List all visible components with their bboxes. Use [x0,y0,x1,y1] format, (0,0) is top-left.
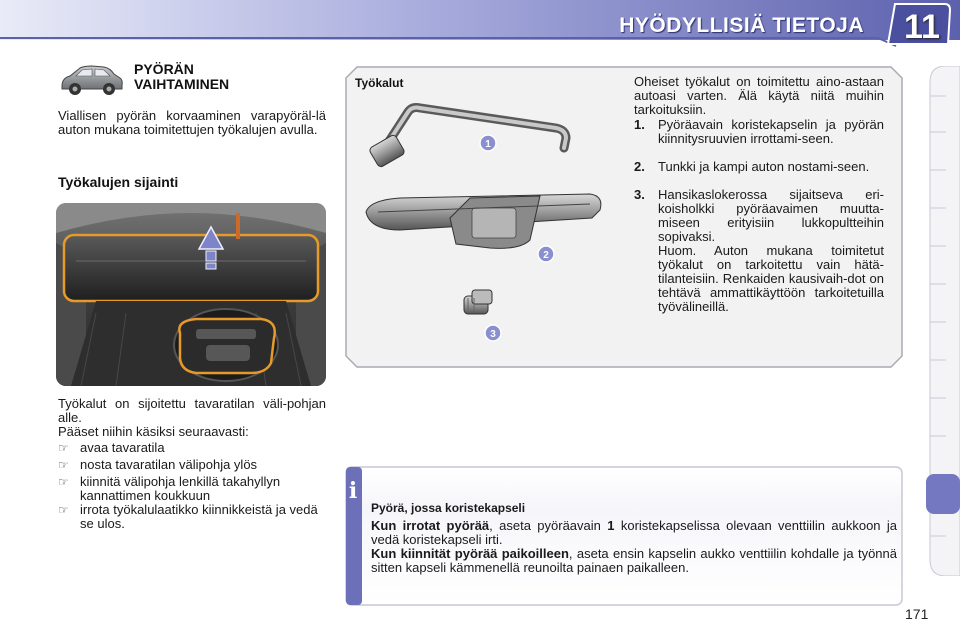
item-text: Pyöräavain koristekapselin ja pyörän kiinnitysruuvien irrottami-seen. [658,117,884,146]
info-paragraph-install [371,547,897,575]
socket-icon [464,290,492,314]
marker-1-label: 1 [485,139,491,150]
subsection-title: Työkalujen sijainti [58,174,179,190]
info-icon: i [348,478,358,504]
chapter-number: 11 [904,8,940,46]
item-text: Tunkki ja kampi auton nostami-seen. [658,159,870,174]
list-item [58,441,326,455]
info-p2-lead: Kun kiinnität pyörää paikoilleen [371,546,569,561]
list-item [58,475,326,503]
pointer-icon: ☞ [58,458,69,472]
list-item [634,118,884,146]
page-number: 171 [905,606,929,622]
header-title: HYÖDYLLISIÄ TIETOJA [619,14,864,37]
item-number: 3. [634,187,645,202]
chapter-tabs[interactable] [926,66,960,576]
list-item [58,458,326,472]
access-text: Pääset niihin käsiksi seuraavasti: [58,424,249,439]
jack-icon [366,194,601,248]
marker-2 [538,246,554,262]
list-item [58,503,326,531]
marker-2-label: 2 [543,250,549,261]
tools-illustration [360,100,610,350]
trunk-photo [56,203,326,386]
step-text: nosta tavaratilan välipohja ylös [80,457,258,472]
list-item [634,188,884,244]
tools-label: Työkalut [355,76,404,90]
info-paragraph-remove [371,519,897,547]
section-title-line2: VAIHTAMINEN [134,76,230,92]
marker-3 [485,325,501,341]
info-title: Pyörä, jossa koristekapseli [371,501,526,515]
info-p1-rest: koristekapselissa olevaan venttiilin aukkoon ja vedä koristekapseli irti. [371,518,897,547]
step-text: kiinnitä välipohja lenkillä takahyllyn kannattimen koukkuun [80,474,281,503]
step-text: avaa tavaratila [80,440,165,455]
intro-text: Viallisen pyörän korvaaminen varapyöräl-lä auton mukana toimitettujen työkalujen avulla. [58,108,326,137]
section-title-line1: PYÖRÄN [134,61,194,77]
list-item [634,160,884,174]
marker-3-label: 3 [490,329,496,340]
pointer-icon: ☞ [58,441,69,455]
section-title [134,62,229,92]
info-p1-mid: , aseta pyöräavain [489,518,608,533]
item-number: 2. [634,159,645,174]
location-text: Työkalut on sijoitettu tavaratilan väli-pohjan alle. [58,396,326,425]
info-p1-num: 1 [607,518,615,533]
item-text: Hansikaslokerossa sijaitseva eri-koisholkki pyöräavaimen muutta-miseen erityisiin lukkopultteihin sopivaksi. [658,187,884,244]
car-icon [58,62,124,98]
step-text: irrota työkalulaatikko kiinnikkeistä ja vedä se ulos. [80,502,318,531]
tools-note: Huom. Auton mukana toimitetut työkalut on tarkoitettu vain hätä-tilanteisiin. Renkaiden kausivaih-dot on tehtävä ammattikäyttöön tarkoitetuilla työvälineillä. [658,243,884,314]
pointer-icon: ☞ [58,475,69,489]
tools-intro: Oheiset työkalut on toimitettu aino-astaan autoasi varten. Älä käytä niitä muihin tarkoituksiin. [634,74,884,117]
info-p2-rest: , aseta ensin kapselin aukko venttiilin kohdalle ja työnnä sitten kapseli kämmenellä reunoilta painaen paikalleen. [371,546,897,575]
wheel-wrench-icon [369,108,566,169]
info-p1-lead: Kun irrotat pyörää [371,518,490,533]
marker-1 [480,135,496,151]
pointer-icon: ☞ [58,503,69,517]
item-number: 1. [634,117,645,132]
